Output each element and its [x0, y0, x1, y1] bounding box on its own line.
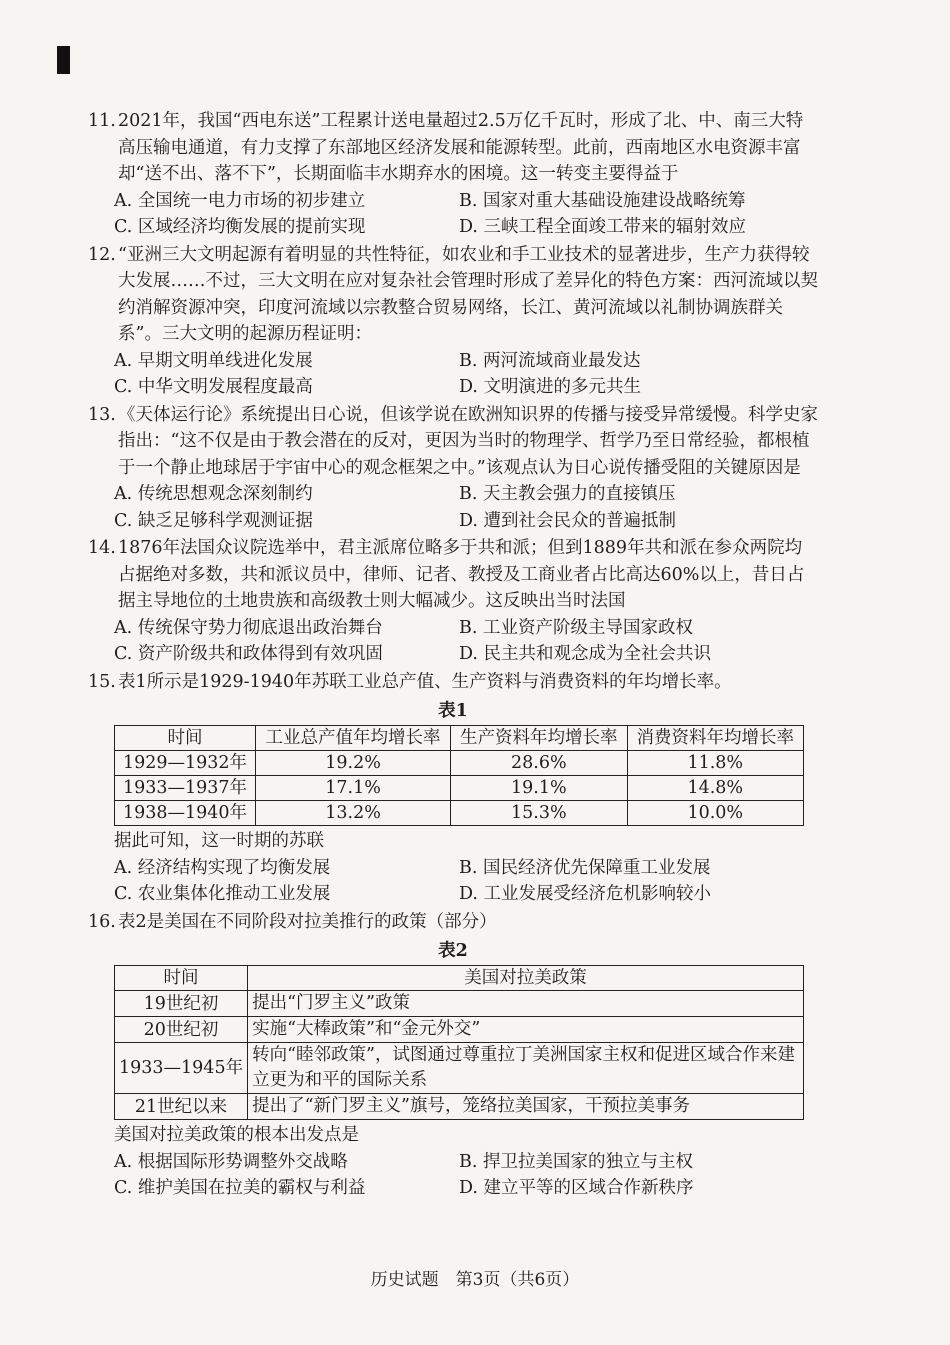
option-c: C. 维护美国在拉美的霸权与利益	[114, 1178, 366, 1198]
option-b: B. 国民经济优先保障重工业发展	[459, 857, 711, 878]
question-stem	[88, 402, 818, 482]
question-15	[88, 669, 818, 908]
option-c: C. 缺乏足够科学观测证据	[114, 510, 313, 531]
option-c: C. 农业集体化推动工业发展	[114, 884, 331, 904]
data-table	[114, 725, 804, 826]
question-stem	[88, 669, 818, 696]
question-number: 12.	[88, 244, 116, 265]
table-row	[115, 751, 804, 776]
question-13	[88, 402, 818, 535]
question-text: 1876年法国众议院选举中，君主派席位略多于共和派；但到1889年共和派在参众两院均占据绝对多数，共和派议员中，律师、记者、教授及工商业者占比高达60%以上，昔日占据主导地位的土地贵族和高级教士则大幅减少。这反映出当时法国	[118, 538, 805, 611]
table-header-row	[115, 726, 804, 751]
option-b: B. 国家对重大基础设施建设战略统筹	[459, 190, 746, 211]
table-row	[115, 776, 804, 801]
table-cell: 提出了“新门罗主义”旗号，笼络拉美国家，干预拉美事务	[248, 1094, 804, 1120]
option-d: D. 遭到社会民众的普遍抵制	[459, 510, 677, 531]
column-header: 时间	[115, 966, 248, 991]
option-d: D. 工业发展受经济危机影响较小	[459, 884, 712, 904]
column-header: 美国对拉美政策	[248, 966, 804, 991]
table-caption: 表2	[438, 941, 468, 961]
question-text: “亚洲三大文明起源有着明显的共性特征，如农业和手工业技术的显著进步，生产力获得较大发展……不过，三大文明在应对复杂社会管理时形成了差异化的特色方案：西河流域以契约消解资源冲突，印度河流域以宗教整合贸易网络，长江、黄河流域以礼制协调族群关系”。三大文明的起源历程证明：	[118, 244, 818, 344]
page-footer: 历史试题 第3页（共6页）	[370, 1270, 580, 1290]
table-cell: 13.2%	[256, 801, 451, 826]
question-stem	[88, 108, 818, 188]
options	[88, 348, 818, 401]
option-d: D. 三峡工程全面竣工带来的辐射效应	[459, 217, 747, 237]
question-stem	[88, 535, 818, 615]
question-stem	[88, 242, 818, 348]
column-header: 工业总产值年均增长率	[256, 726, 451, 751]
table-cell: 14.8%	[627, 776, 803, 801]
question-number: 13.	[88, 404, 116, 425]
option-b: B. 捍卫拉美国家的独立与主权	[459, 1151, 693, 1172]
table-caption: 表1	[438, 701, 468, 721]
exam-page	[88, 108, 818, 1203]
table-row	[115, 1094, 804, 1120]
question-stem	[88, 909, 818, 936]
table-cell: 11.8%	[627, 751, 803, 776]
option-c: C. 资产阶级共和政体得到有效巩固	[114, 644, 383, 664]
question-number: 16.	[88, 911, 116, 932]
question-text: 2021年，我国“西电东送”工程累计送电量超过2.5万亿千瓦时，形成了北、中、南三大特高压输电通道，有力支撑了东部地区经济发展和能源转型。此前，西南地区水电资源丰富却“送不出、落不下”，长期面临丰水期弃水的困境。这一转变主要得益于	[118, 111, 804, 184]
question-prompt: 美国对拉美政策的根本出发点是	[114, 1125, 359, 1145]
table-cell: 实施“大棒政策”和“金元外交”	[248, 1017, 804, 1043]
option-a: A. 根据国际形势调整外交战略	[114, 1151, 348, 1172]
table-cell: 1929—1932年	[115, 751, 256, 776]
question-12	[88, 242, 818, 401]
option-a: A. 经济结构实现了均衡发展	[114, 857, 331, 878]
table-row	[115, 1043, 804, 1094]
question-number: 15.	[88, 671, 116, 692]
question-number: 14.	[88, 538, 116, 558]
table-cell: 17.1%	[256, 776, 451, 801]
option-b: B. 天主教会强力的直接镇压	[459, 484, 676, 504]
table-cell: 19.1%	[451, 776, 627, 801]
options	[88, 615, 818, 668]
option-c: C. 区域经济均衡发展的提前实现	[114, 217, 366, 237]
column-header: 消费资料年均增长率	[627, 726, 803, 751]
table-cell: 20世纪初	[115, 1017, 248, 1043]
table-row	[115, 801, 804, 826]
option-a: A. 传统保守势力彻底退出政治舞台	[114, 617, 383, 638]
option-c: C. 中华文明发展程度最高	[114, 377, 313, 397]
options	[88, 188, 818, 241]
corner-registration-mark	[57, 46, 70, 74]
table-cell: 19.2%	[256, 751, 451, 776]
table-cell: 10.0%	[627, 801, 803, 826]
question-16	[88, 909, 818, 1202]
table-cell: 1933—1945年	[115, 1043, 248, 1094]
table-header-row	[115, 966, 804, 991]
question-number: 11.	[88, 111, 116, 131]
question-text: 表1所示是1929-1940年苏联工业总产值、生产资料与消费资料的年均增长率。	[118, 671, 732, 692]
table-cell: 28.6%	[451, 751, 627, 776]
table-cell: 21世纪以来	[115, 1094, 248, 1120]
column-header: 生产资料年均增长率	[451, 726, 627, 751]
table-cell: 15.3%	[451, 801, 627, 826]
option-d: D. 文明演进的多元共生	[459, 377, 642, 397]
table-cell: 1933—1937年	[115, 776, 256, 801]
table-cell: 1938—1940年	[115, 801, 256, 826]
question-14	[88, 535, 818, 668]
option-a: A. 早期文明单线进化发展	[114, 350, 313, 371]
table-cell: 19世纪初	[115, 991, 248, 1017]
table-cell: 转向“睦邻政策”，试图通过尊重拉丁美洲国家主权和促进区域合作来建立更为和平的国际关系	[248, 1043, 804, 1094]
options	[88, 481, 818, 534]
table-row	[115, 991, 804, 1017]
table-row	[115, 1017, 804, 1043]
question-prompt: 据此可知，这一时期的苏联	[114, 831, 324, 851]
option-b: B. 工业资产阶级主导国家政权	[459, 617, 693, 638]
option-d: D. 建立平等的区域合作新秩序	[459, 1178, 694, 1198]
question-11	[88, 108, 818, 241]
column-header: 时间	[115, 726, 256, 751]
question-text: 《天体运行论》系统提出日心说，但该学说在欧洲知识界的传播与接受异常缓慢。科学史家指出：“这不仅是由于教会潜在的反对，更因为当时的物理学、哲学乃至日常经验，都根植于一个静止地球居于宇宙中心的观念框架之中。”该观点认为日心说传播受阻的关键原因是	[118, 404, 818, 478]
question-text: 表2是美国在不同阶段对拉美推行的政策（部分）	[118, 911, 497, 932]
option-a: A. 传统思想观念深刻制约	[114, 484, 313, 504]
option-d: D. 民主共和观念成为全社会共识	[459, 644, 712, 664]
options	[88, 1149, 818, 1202]
policy-table	[114, 965, 804, 1120]
table-cell: 提出“门罗主义”政策	[248, 991, 804, 1017]
option-a: A. 全国统一电力市场的初步建立	[114, 190, 366, 211]
options	[88, 855, 818, 908]
option-b: B. 两河流域商业最发达	[459, 350, 641, 371]
